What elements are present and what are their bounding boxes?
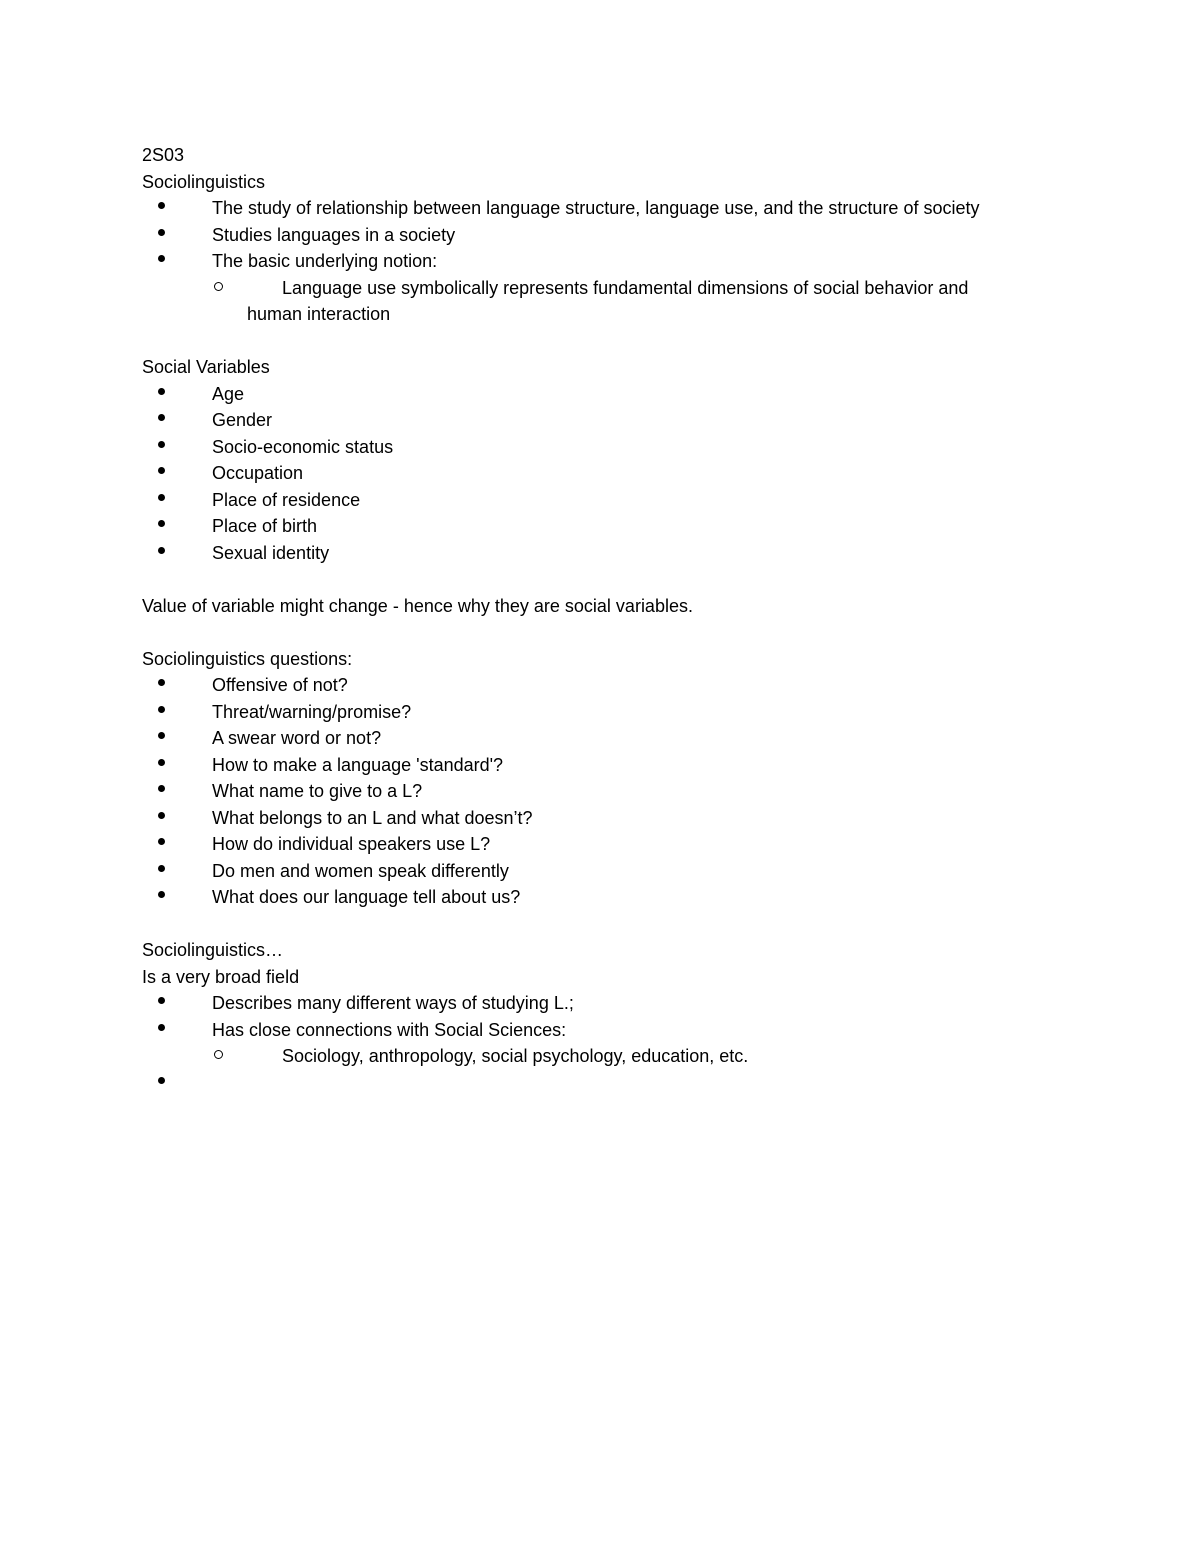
list-item [142, 805, 1102, 832]
spacer [142, 619, 1102, 646]
list-item-text: Gender [212, 410, 273, 430]
section-heading-questions: Sociolinguistics questions: [142, 648, 353, 669]
section-heading-social-variables: Social Variables [142, 357, 270, 377]
list-item-text: What belongs to an L and what doesn’t? [212, 807, 533, 828]
list-item-text: Offensive of not? [212, 675, 348, 695]
list-item [142, 381, 1102, 408]
sub-list-item-text-continued: human interaction [247, 304, 391, 324]
list-item-text: How to make a language 'standard'? [212, 754, 504, 775]
list-item [142, 540, 1102, 567]
list-item [142, 884, 1102, 911]
list-item-text: Describes many different ways of studying L.; [212, 993, 574, 1013]
list-item-text: Sexual identity [212, 542, 330, 563]
sub-list-item-text: Sociology, anthropology, social psychology, education, etc. [282, 1046, 749, 1066]
list-item-text: Studies languages in a society [212, 224, 456, 245]
list-item [142, 778, 1102, 805]
list-item [142, 195, 1102, 222]
list-item-text: Socio-economic status [212, 436, 394, 457]
paragraph-value-of-variable: Value of variable might change - hence why they are social variables. [142, 595, 693, 616]
list-item [142, 699, 1102, 726]
spacer [142, 328, 1102, 355]
section-heading-sociolinguistics-ellipsis: Sociolinguistics… [142, 940, 284, 960]
list-item [142, 725, 1102, 752]
list-item-text: Occupation [212, 463, 304, 483]
sub-list-item [142, 275, 1102, 328]
list-item [142, 487, 1102, 514]
list-item [142, 752, 1102, 779]
list-item-text: A swear word or not? [212, 728, 382, 748]
list-item-text: Has close connections with Social Sciences: [212, 1019, 567, 1040]
document-body [142, 142, 1102, 1096]
list-item [142, 434, 1102, 461]
list-item-empty [142, 1070, 1102, 1097]
list-item-text: What name to give to a L? [212, 781, 423, 801]
sub-list-item-text: Language use symbolically represents fundamental dimensions of social behavior and [282, 277, 969, 298]
list-item-text: Place of birth [212, 516, 318, 536]
course-code: 2S03 [142, 145, 185, 165]
section-subheading-broad-field: Is a very broad field [142, 966, 300, 987]
list-item-text: The study of relationship between language structure, language use, and the structure of society [212, 198, 980, 218]
section-title-sociolinguistics: Sociolinguistics [142, 171, 266, 192]
list-item [142, 513, 1102, 540]
list-item [142, 248, 1102, 275]
list-item [142, 672, 1102, 699]
list-item [142, 831, 1102, 858]
list-item [142, 858, 1102, 885]
list-item-text: The basic underlying notion: [212, 251, 438, 271]
sub-list-item [142, 1043, 1102, 1070]
list-item-text: Do men and women speak differently [212, 860, 509, 881]
list-item [142, 460, 1102, 487]
list-item-text: What does our language tell about us? [212, 887, 521, 907]
list-item-text: Age [212, 383, 245, 404]
list-item-text: How do individual speakers use L? [212, 834, 491, 854]
list-item [142, 1017, 1102, 1044]
list-item [142, 990, 1102, 1017]
list-item [142, 222, 1102, 249]
spacer [142, 911, 1102, 938]
list-item [142, 407, 1102, 434]
spacer [142, 566, 1102, 593]
list-item-text: Place of residence [212, 489, 361, 510]
list-item-text: Threat/warning/promise? [212, 701, 412, 722]
